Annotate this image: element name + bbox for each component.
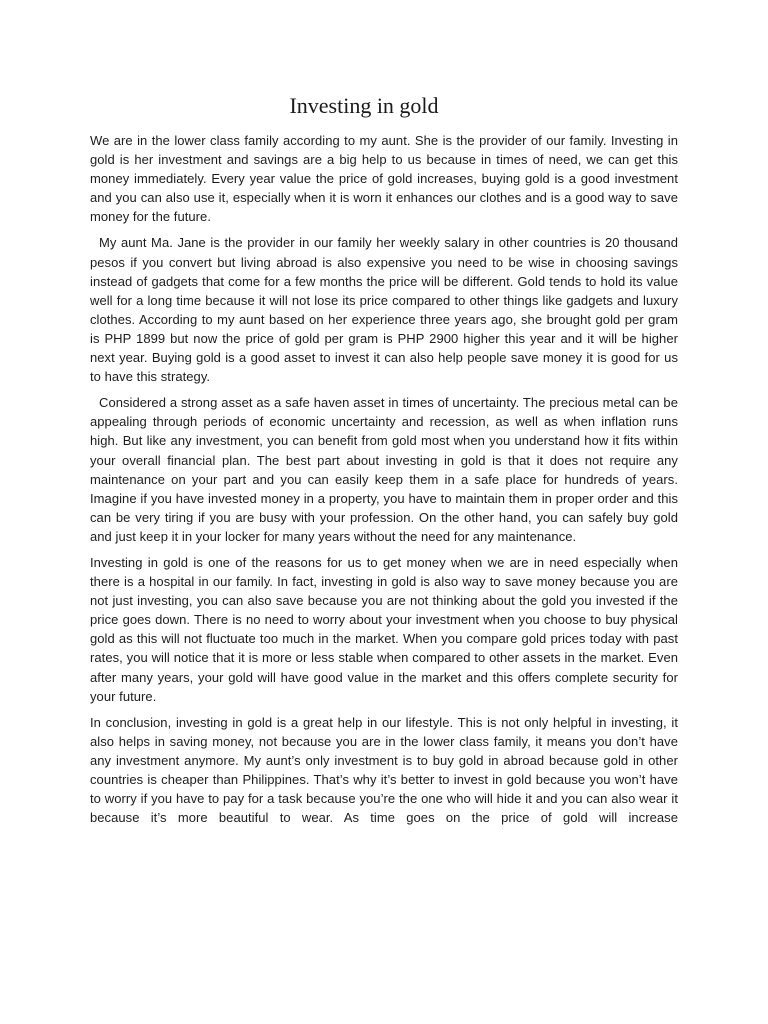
paragraph-aunt-salary: My aunt Ma. Jane is the provider in our family her weekly salary in other countries is 20 thousand pesos if you convert but living abroad is also expensive you need to be wise in choosing savings instead of gadgets that come for a few months the price will be different. Gold tends to hold its value well for a long time because it will not lose its price compared to other things like gadgets and luxury clothes. According to my aunt based on her experience three years ago, she brought gold per gram is PHP 1899 but now the price of gold per gram is PHP 2900 higher this year and it will be higher next year. Buying gold is a good asset to invest it can also help people save money it is good for us to have this strategy. — [90, 235, 678, 385]
paragraph-intro: We are in the lower class family according to my aunt. She is the provider of our family. Investing in gold is her investment and savings are a big help to us because in times of need, we can get this money immediately. Every year value the price of gold increases, buying gold is a good investment and you can also use it, especially when it is worn it enhances our clothes and is a good way to save money for the future. — [90, 133, 678, 225]
page-title: Investing in gold — [289, 93, 439, 118]
paragraph-conclusion: In conclusion, investing in gold is a great help in our lifestyle. This is not only helpful in investing, it also helps in saving money, not because you are in the lower class family, it means you don’t have any investment anymore. My aunt’s only investment is to buy gold in abroad because gold in other countries is cheaper than Philippines. That’s why it’s better to invest in gold because you won’t have to worry if you have to pay for a task because you’re the one who will hide it and you can also wear it because it’s more beautiful to wear. As time goes on the price of gold will increase — [90, 714, 678, 826]
document-body — [90, 131, 678, 834]
paragraph-safe-haven: Considered a strong asset as a safe haven asset in times of uncertainty. The precious metal can be appealing through periods of economic uncertainty and recession, as well as when inflation runs high. But like any investment, you can benefit from gold most when you understand how it fits within your overall financial plan. The best part about investing in gold is that it does not require any maintenance on your part and you can easily keep them in a safe place for hundreds of years. Imagine if you have invested money in a property, you have to maintain them in proper order and this can be very tiring if you are busy with your profession. On the other hand, you can safely buy gold and just keep it in your locker for many years without the need for any maintenance. — [90, 395, 678, 544]
paragraph-reasons: Investing in gold is one of the reasons for us to get money when we are in need especially when there is a hospital in our family. In fact, investing in gold is also way to save money because you are not just investing, you can also save because you are not thinking about the gold you invested if the price goes down. There is no need to worry about your investment when you choose to buy physical gold as this will not fluctuate too much in the market. When you compare gold prices today with past rates, you will notice that it is more or less stable when compared to other assets in the market. Even after many years, your gold will have good value in the market and this offers complete security for your future. — [90, 554, 678, 704]
